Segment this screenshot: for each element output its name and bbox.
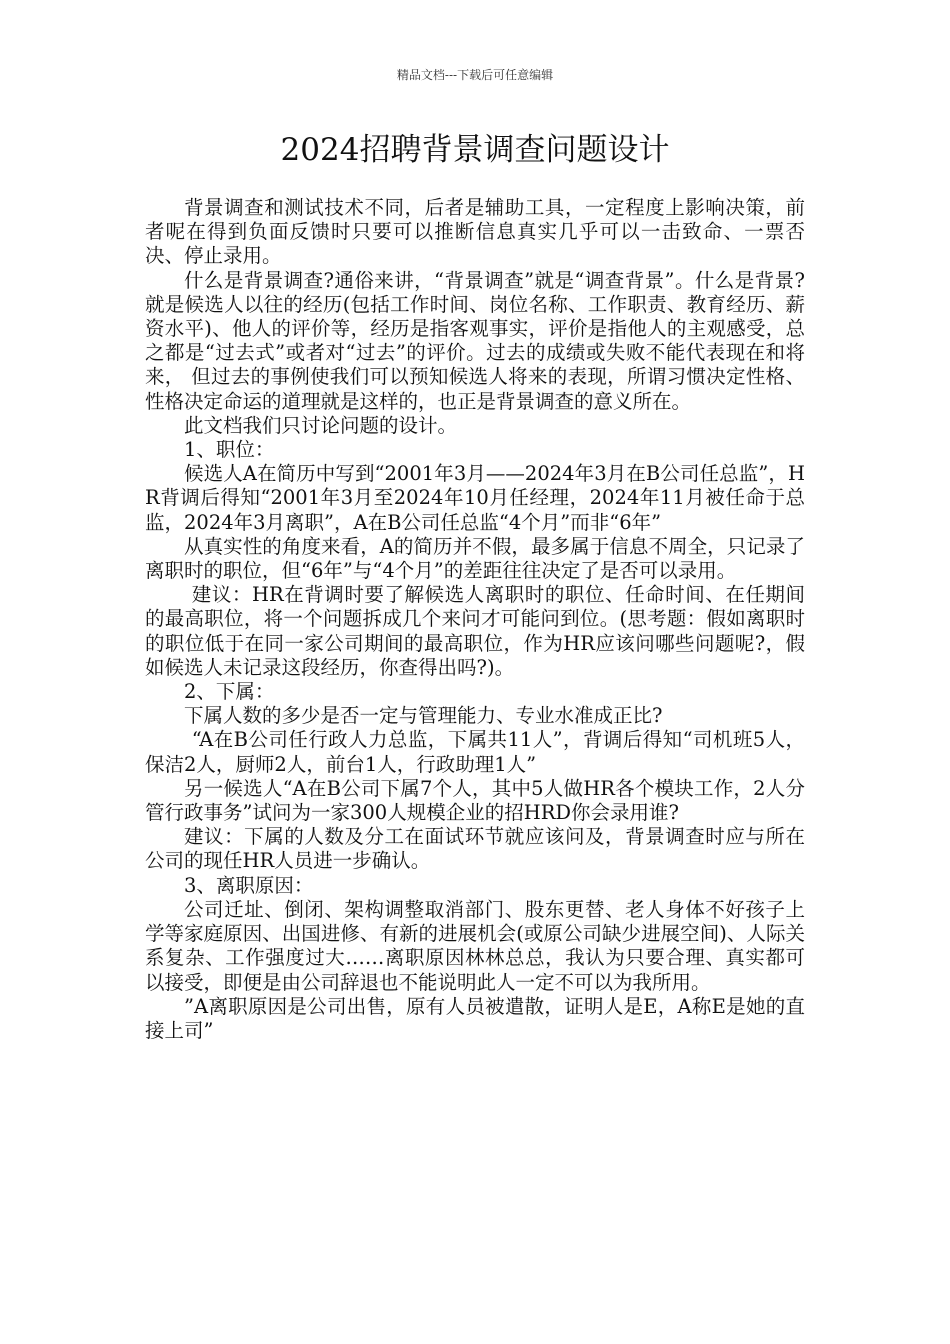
section-heading-position: 1、职位：	[184, 438, 275, 462]
paragraph-subordinates-example-b: 另一候选人“A在B公司下属7个人，其中5人做HR各个模块工作，2人分管行政事务”试问为一家300人规模企业的招HRD你会录用谁?	[145, 776, 805, 825]
paragraph-position-analysis: 从真实性的角度来看，A的简历并不假，最多属于信息不周全，只记录了离职时的职位，但“6年”与“4个月”的差距往往决定了是否可以录用。	[145, 534, 805, 583]
document-title: 2024招聘背景调查问题设计	[280, 132, 670, 168]
paragraph-reason-example: ”A离职原因是公司出售，原有人员被遣散，证明人是E，A称E是她的直接上司”	[145, 994, 805, 1042]
paragraph-intro-background-check: 背景调查和测试技术不同，后者是辅助工具，一定程度上影响决策，前者呢在得到负面反馈时只要可以推断信息真实几乎可以一击致命、一票否决、停止录用。	[145, 196, 805, 268]
page-header-note: 精品文档---下载后可任意编辑	[396, 68, 554, 82]
paragraph-position-suggestion: 建议：HR在背调时要了解候选人离职时的职位、任命时间、在任期间的最高职位，将一个问题拆成几个来问才可能问到位。(思考题：假如离职时的职位低于在同一家公司期间的最高职位，作为HR应该问哪些问题呢?，假如候选人未记录这段经历，你查得出吗?)。	[145, 583, 805, 679]
section-heading-subordinates: 2、下属：	[184, 680, 275, 704]
paragraph-what-is-background-check: 什么是背景调查?通俗来讲，“背景调查”就是“调查背景”。什么是背景?就是候选人以往的经历(包括工作时间、岗位名称、工作职责、教育经历、薪资水平)、他人的评价等，经历是指客观事实，评价是指他人的主观感受，总之都是“过去式”或者对“过去”的评价。过去的成绩或失败不能代表现在和将来， 但过去的事例使我们可以预知候选人将来的表现，所谓习惯决定性格、性格决定命运的道理就是这样的，也正是背景调查的意义所在。	[145, 268, 805, 413]
document-body	[145, 196, 805, 1043]
section-heading-reason-for-leaving: 3、离职原因：	[184, 873, 314, 897]
paragraph-scope: 此文档我们只讨论问题的设计。	[184, 413, 458, 437]
paragraph-position-example: 候选人A在简历中写到“2001年3月——2024年3月在B公司任总监”，HR背调后得知“2001年3月至2024年10月任经理，2024年11月被任命于总监，2024年3月离职”，A在B公司任总监“4个月”而非“6年”	[145, 462, 805, 534]
paragraph-reasons-list: 公司迁址、倒闭、架构调整取消部门、股东更替、老人身体不好孩子上学等家庭原因、出国进修、有新的进展机会(或原公司缺少进展空间)、人际关系复杂、工作强度过大……离职原因林林总总，我认为只要合理、真实都可以接受，即便是由公司辞退也不能说明此人一定不可以为我所用。	[145, 897, 805, 994]
paragraph-subordinates-suggestion: 建议：下属的人数及分工在面试环节就应该问及，背景调查时应与所在公司的现任HR人员进一步确认。	[145, 825, 805, 873]
paragraph-subordinates-example-a: “A在B公司任行政人力总监，下属共11人”，背调后得知“司机班5人，保洁2人，厨师2人，前台1人，行政助理1人”	[145, 728, 805, 776]
paragraph-subordinates-question: 下属人数的多少是否一定与管理能力、专业水准成正比?	[184, 704, 663, 728]
